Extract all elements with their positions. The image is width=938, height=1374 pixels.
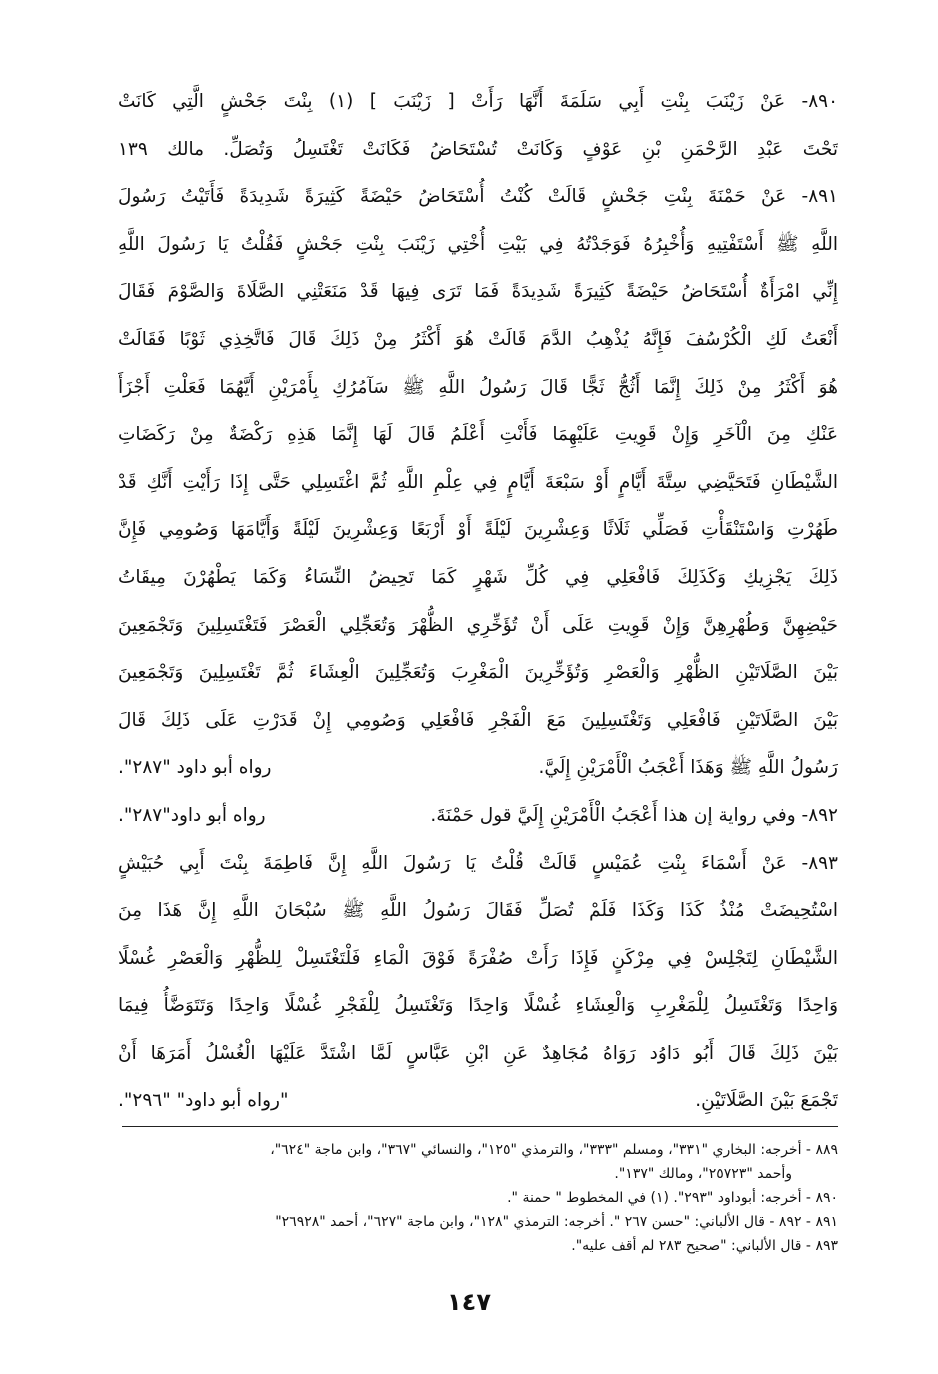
footnote: ٨٨٩ - أخرجه: البخاري "٣٣١"، ومسلم "٣٣٣"، والترمذي "١٢٥"، والنسائي "٣٦٧"، وابن ماجة "٦٢٤"، — [270, 1142, 838, 1158]
text-line: اسْتُحِيضَتْ مُنْذُ كَذَا وَكَذَا فَلَمْ تُصَلِّ فَقَالَ رَسُولُ اللَّهِ ﷺ سُبْحَانَ اللَّهِ إِنَّ هَذَا مِنَ — [118, 900, 838, 922]
footnote-divider — [122, 1126, 838, 1127]
hadith-text: رَسُولُ اللَّهِ ﷺ وَهَذَا أَعْجَبُ الْأَمْرَيْنِ إِلَيَّ. — [538, 757, 838, 779]
footnotes — [120, 1138, 838, 1258]
text-line: بَيْنَ ذَلِكَ قَالَ أَبُو دَاوُد رَوَاهُ مُجَاهِدٌ عَنِ ابْنِ عَبَّاسٍ لَمَّا اشْتَدَّ عَلَيْهَا الْغُسْلُ أَمَرَهَا أَنْ — [118, 1042, 838, 1064]
text-line: ذَلِكَ يَجْزِيكِ وَكَذَلِكَ فَافْعَلِي فِي كُلِّ شَهْرٍ كَمَا تَحِيضُ النِّسَاءُ وَكَمَا يَطْهُرْنَ مِيقَاتُ — [118, 566, 838, 588]
text-line: تَحْتَ عَبْدِ الرَّحْمَنِ بْنِ عَوْفٍ وَكَانَتْ تُسْتَحَاضُ فَكَانَتْ تَغْتَسِلُ وَتُصَلِّ. مالك ١٣٩ — [118, 138, 838, 160]
hadith-text: ٨٩٢- وفي رواية إن هذا أَعْجَبُ الْأَمْرَيْنِ إِلَيَّ قول حَمْنَةَ. — [430, 804, 838, 826]
text-line: هُوَ أَكْثَرُ مِنْ ذَلِكَ إِنَّمَا أَثُجُّ ثَجًّا قَالَ رَسُولُ اللَّهِ ﷺ سَآمُرُكِ بِأَمْرَيْنِ أَيَّهُمَا فَعَلْتِ أَجْزَأَ — [118, 376, 838, 398]
text-line: إِنِّي امْرَأَةٌ أُسْتَحَاضُ حَيْضَةً كَثِيرَةً شَدِيدَةً فَمَا تَرَى فِيهَا قَدْ مَنَعَتْنِي الصَّلَاةَ وَالصَّوْمَ فَقَالَ — [118, 281, 838, 303]
text-line-with-source — [118, 792, 838, 840]
footnote: ٨٩٣ - قال الألباني: "صحيح ٢٨٣ لم أقف عليه". — [571, 1238, 838, 1254]
text-line: أَنْعَتُ لَكِ الْكُرْسُفَ فَإِنَّهُ يُذْهِبُ الدَّمَ قَالَتْ هُوَ أَكْثَرُ مِنْ ذَلِكَ قَالَ فَاتَّخِذِي ثَوْبًا فَقَالَتْ — [118, 328, 838, 350]
hadith-source: "رواه أبو داود" "٢٩٦". — [118, 1090, 289, 1112]
hadith-source: رواه أبو داود"٢٨٧". — [118, 804, 266, 826]
text-line: اللَّهِ ﷺ أَسْتَفْتِيهِ وَأُخْبِرُهُ فَوَجَدْتُهُ فِي بَيْتِ أُخْتِي زَيْنَبَ بِنْتِ جَحْشٍ فَقُلْتُ يَا رَسُولَ اللَّهِ — [118, 233, 838, 255]
text-line: وَاحِدًا وَتَغْتَسِلُ لِلْمَغْرِبِ وَالْعِشَاءِ غُسْلًا وَاحِدًا وَتَغْتَسِلُ لِلْفَجْرِ غُسْلًا وَاحِدًا وَتَتَوَضَّأُ فِيمَا — [118, 995, 838, 1017]
text-line: عَنْكِ مِنَ الْآخَرِ وَإِنْ قَوِيتِ عَلَيْهِمَا فَأَنْتِ أَعْلَمُ قَالَ لَهَا إِنَّمَا هَذِهِ رَكْضَةٌ مِنْ رَكَضَاتِ — [118, 424, 838, 446]
text-line-with-source — [118, 1077, 838, 1125]
text-line: بَيْنَ الصَّلَاتَيْنِ فَافْعَلِي وَتَغْتَسِلِينَ مَعَ الْفَجْرِ فَافْعَلِي وَصُومِي إِنْ قَدَرْتِ عَلَى ذَلِكَ قَالَ — [118, 709, 838, 731]
text-line: ٨٩٣- عَنْ أَسْمَاءَ بِنْتِ عُمَيْسٍ قَالَتْ قُلْتُ يَا رَسُولَ اللَّهِ إِنَّ فَاطِمَةَ بِنْتَ أَبِي حُبَيْشٍ — [118, 852, 838, 874]
main-text — [118, 78, 838, 1125]
page-number: ١٤٧ — [447, 1288, 491, 1316]
text-line: ٨٩٠- عَنْ زَيْنَبَ بِنْتِ أَبِي سَلَمَةَ أَنَّهَا رَأَتْ [ زَيْنَبَ ] (١) بِنْتَ جَحْشٍ الَّتِي كَانَتْ — [118, 91, 838, 112]
footnote: ٨٩٠ - أخرجه: أبوداود "٢٩٣". (١) في المخطوط " حمنة ". — [507, 1190, 838, 1206]
footnote: ٨٩١ - ٨٩٢ - قال الألباني: "حسن ٢٦٧ ". أخرجه: الترمذي "١٢٨"، وابن ماجة "٦٢٧"، أحمد "٢٦٩٢٨" — [275, 1214, 838, 1230]
text-line: طَهُرْتِ وَاسْتَنْقَأْتِ فَصَلِّي ثَلَاثًا وَعِشْرِينَ لَيْلَةً أَوْ أَرْبَعًا وَعِشْرِينَ لَيْلَةً وَأَيَّامَهَا وَصُومِي فَإِنَّ — [118, 519, 838, 541]
footnote-continuation: وأحمد "٢٥٧٢٣"، ومالك "١٣٧". — [614, 1166, 792, 1182]
text-line: حَيْضِهِنَّ وَطُهْرِهِنَّ وَإِنْ قَوِيتِ عَلَى أَنْ تُؤَخِّرِي الظُّهْرَ وَتُعَجِّلِي الْعَصْرَ فَتَغْتَسِلِينَ وَتَجْمَعِينَ — [118, 614, 838, 636]
text-line: ٨٩١- عَنْ حَمْنَةَ بِنْتِ جَحْشٍ قَالَتْ كُنْتُ أُسْتَحَاضُ حَيْضَةً كَثِيرَةً شَدِيدَةً فَأَتَيْتُ رَسُولَ — [118, 186, 838, 208]
text-line-with-source — [118, 744, 838, 792]
text-line: الشَّيْطَانِ لِتَجْلِسْ فِي مِرْكَنٍ فَإِذَا رَأَتْ صُفْرَةً فَوْقَ الْمَاءِ فَلْتَغْتَسِلْ لِلظُّهْرِ وَالْعَصْرِ غُسْلًا — [118, 947, 838, 969]
hadith-source: رواه أبو داود "٢٨٧". — [118, 757, 272, 779]
text-line: الشَّيْطَانِ فَتَحَيَّضِي سِتَّةَ أَيَّامٍ أَوْ سَبْعَةَ أَيَّامٍ فِي عِلْمِ اللَّهِ ثُمَّ اغْتَسِلِي حَتَّى إِذَا رَأَيْتِ أَنَّكِ قَدْ — [118, 471, 838, 493]
hadith-text: تَجْمَعَ بَيْنَ الصَّلَاتَيْنِ. — [695, 1090, 838, 1112]
text-line: بَيْنَ الصَّلَاتَيْنِ الظُّهْرِ وَالْعَصْرِ وَتُؤَخِّرِينَ الْمَغْرِبَ وَتُعَجِّلِينَ الْعِشَاءَ ثُمَّ تَغْتَسِلِينَ وَتَجْمَعِينَ — [118, 662, 838, 684]
